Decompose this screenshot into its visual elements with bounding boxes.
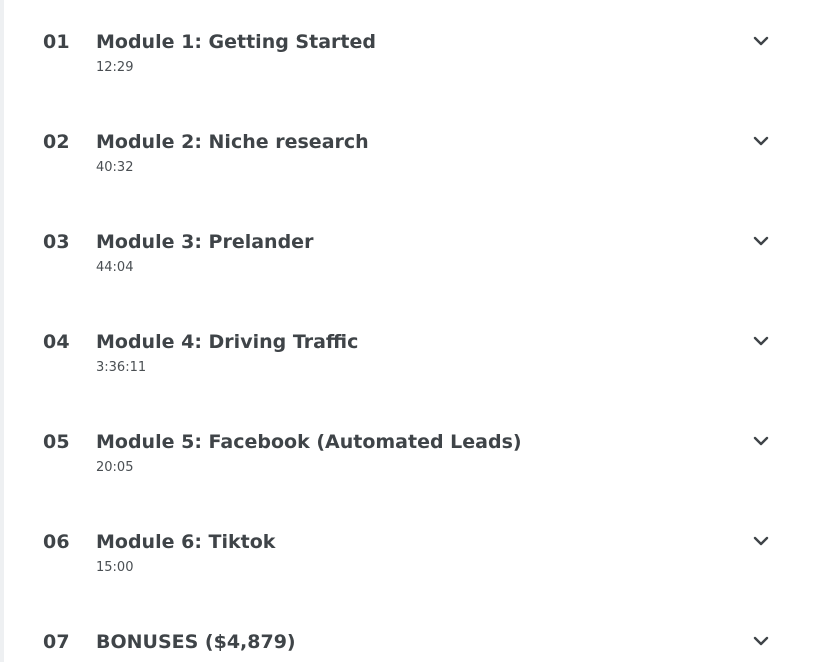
module-row-7[interactable] bbox=[0, 600, 817, 662]
chevron-down-icon[interactable] bbox=[752, 334, 770, 348]
module-title: Module 3: Prelander bbox=[96, 231, 314, 253]
chevron-down-icon[interactable] bbox=[752, 634, 770, 648]
module-number: 03 bbox=[43, 231, 70, 253]
module-duration: 12:29 bbox=[96, 60, 134, 75]
chevron-down-icon[interactable] bbox=[752, 534, 770, 548]
module-row-6[interactable] bbox=[0, 500, 817, 600]
module-number: 04 bbox=[43, 331, 70, 353]
chevron-down-icon[interactable] bbox=[752, 134, 770, 148]
module-number: 01 bbox=[43, 31, 70, 53]
chevron-down-icon[interactable] bbox=[752, 34, 770, 48]
module-row-3[interactable] bbox=[0, 200, 817, 300]
module-number: 05 bbox=[43, 431, 70, 453]
module-title: Module 2: Niche research bbox=[96, 131, 369, 153]
module-row-5[interactable] bbox=[0, 400, 817, 500]
module-duration: 15:00 bbox=[96, 560, 134, 575]
module-duration: 40:32 bbox=[96, 160, 134, 175]
module-title: BONUSES ($4,879) bbox=[96, 631, 296, 653]
module-row-1[interactable] bbox=[0, 0, 817, 100]
module-title: Module 1: Getting Started bbox=[96, 31, 376, 53]
module-title: Module 5: Facebook (Automated Leads) bbox=[96, 431, 522, 453]
module-number: 07 bbox=[43, 631, 70, 653]
module-title: Module 6: Tiktok bbox=[96, 531, 276, 553]
module-duration: 44:04 bbox=[96, 260, 134, 275]
module-duration: 3:36:11 bbox=[96, 360, 147, 375]
module-number: 06 bbox=[43, 531, 70, 553]
chevron-down-icon[interactable] bbox=[752, 234, 770, 248]
module-number: 02 bbox=[43, 131, 70, 153]
module-title: Module 4: Driving Traffic bbox=[96, 331, 359, 353]
chevron-down-icon[interactable] bbox=[752, 434, 770, 448]
module-duration: 20:05 bbox=[96, 460, 134, 475]
module-row-2[interactable] bbox=[0, 100, 817, 200]
module-row-4[interactable] bbox=[0, 300, 817, 400]
